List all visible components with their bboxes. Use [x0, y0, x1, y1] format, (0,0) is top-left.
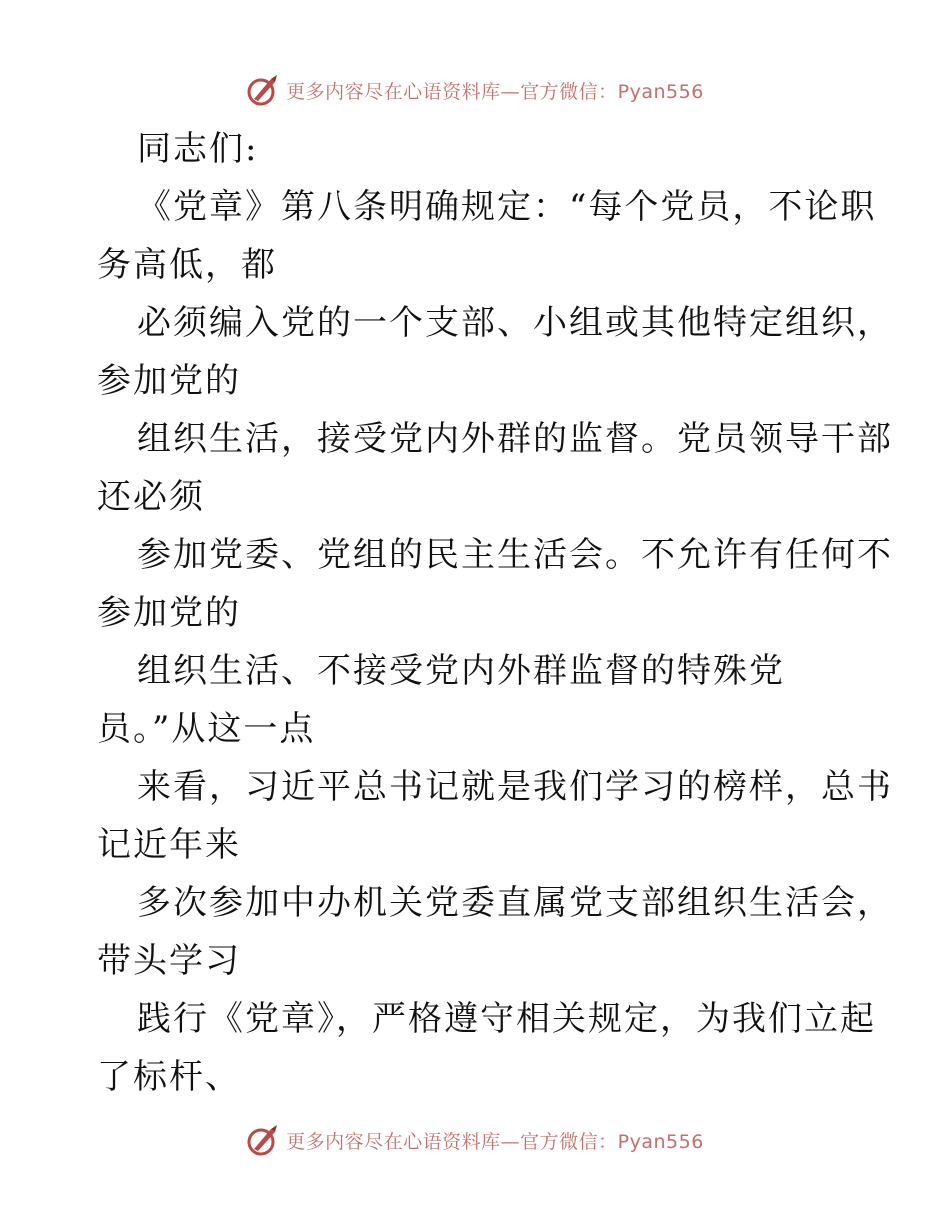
- quill-logo-icon: [246, 1123, 280, 1157]
- text-line: 了标杆、: [97, 1057, 241, 1097]
- text-line: 带头学习: [97, 941, 241, 981]
- text-line: 参加党的: [97, 361, 241, 401]
- header-banner: [0, 70, 950, 110]
- text-line: 记近年来: [97, 825, 241, 865]
- wechat-id: Pyan556: [617, 80, 704, 103]
- text-line: 还必须: [97, 477, 205, 517]
- footer-banner: [0, 1120, 950, 1160]
- text-line: 践行《党章》，严格遵守相关规定，为我们立起: [137, 999, 876, 1039]
- text-line: 务高低，都: [97, 245, 277, 285]
- text-line: 《党章》第八条明确规定：“每个党员，不论职: [137, 187, 877, 227]
- banner-text: 更多内容尽在心语资料库—官方微信：Pyan556: [286, 1130, 704, 1153]
- banner-text: 更多内容尽在心语资料库—官方微信：Pyan556: [286, 80, 704, 103]
- document-body: [97, 120, 893, 1106]
- text-line: 多次参加中办机关党委直属党支部组织生活会，: [137, 883, 893, 923]
- text-line: 组织生活、不接受党内外群监督的特殊党: [137, 651, 785, 691]
- text-line: 参加党的: [97, 593, 241, 633]
- text-line: 组织生活，接受党内外群的监督。党员领导干部: [137, 419, 893, 459]
- text-line: 参加党委、党组的民主生活会。不允许有任何不: [137, 535, 893, 575]
- text-line: 员。”从这一点: [97, 709, 316, 749]
- text-line: 同志们:: [137, 129, 259, 169]
- quill-logo-icon: [246, 73, 280, 107]
- wechat-id: Pyan556: [617, 1130, 704, 1153]
- text-line: 来看，习近平总书记就是我们学习的榜样，总书: [137, 767, 893, 807]
- text-line: 必须编入党的一个支部、小组或其他特定组织，: [137, 303, 893, 343]
